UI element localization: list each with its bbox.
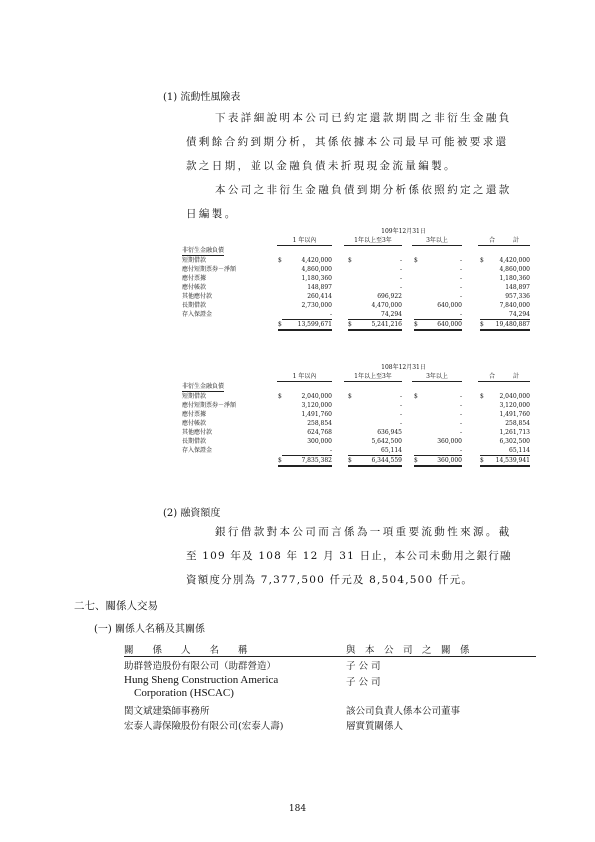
maturity-table-2019: [182, 364, 530, 480]
relationship: 該公司負責人係本公司董事: [346, 706, 461, 717]
table-cell: 65,114: [348, 447, 402, 456]
table-cell: 1,491,760: [499, 411, 530, 418]
row-label: 應付票據: [182, 411, 207, 418]
header-related-party-name: 關 係 人 名 稱: [124, 645, 248, 656]
total-cell: 19,480,887: [480, 321, 530, 331]
row-label: 應付帳款: [182, 420, 207, 427]
table-cell: -: [459, 293, 462, 300]
related-party-name: 助群營造股份有限公司（助群營造）: [124, 661, 277, 672]
paragraph-line: 資額度分別為 7,377,500 仟元及 8,504,500 仟元。: [186, 574, 474, 586]
paragraph-line: 款之日期，並以金融負債未折現現金流量編製。: [186, 160, 457, 172]
related-party-name-cont: Corporation (HSCAC): [134, 687, 234, 699]
row-label: 應付短期票券－淨額: [182, 266, 237, 273]
section-title-credit-facility: (2) 融資額度: [163, 508, 221, 519]
table-cell: 4,420,000: [301, 257, 332, 264]
currency-symbol: $: [414, 393, 418, 400]
currency-symbol: $: [348, 257, 352, 264]
table-cell: 624,768: [307, 429, 332, 436]
row-label: 應付短期票券－淨額: [182, 402, 237, 409]
table-cell: 65,114: [480, 447, 530, 456]
table-cell: 2,040,000: [499, 393, 530, 400]
table-cell: 74,294: [480, 311, 530, 320]
table-cell: 74,294: [348, 311, 402, 320]
table-cell: 696,922: [377, 293, 402, 300]
table-cell: 1,180,360: [499, 275, 530, 282]
table-cell: 957,336: [505, 293, 530, 300]
table-cell: -: [459, 284, 462, 291]
table-cell: -: [459, 266, 462, 273]
related-party-name: 宏泰人壽保險股份有限公司(宏泰人壽): [124, 721, 284, 732]
table-cell: 1,491,760: [301, 411, 332, 418]
table-cell: 258,854: [307, 420, 332, 427]
row-label: 其他應付款: [182, 429, 213, 436]
table-cell: -: [399, 411, 402, 418]
relationship: 子 公 司: [346, 677, 381, 688]
header-relationship: 與 本 公 司 之 關 係: [346, 645, 470, 656]
table-cell: -: [459, 275, 462, 282]
paragraph-line: 銀行借款對本公司而言係為一項重要流動性來源。截: [215, 526, 512, 538]
table-cell: -: [459, 420, 462, 427]
section-label: 非衍生金融負債: [182, 247, 225, 254]
column-header: 1年以上至3年: [344, 237, 402, 246]
column-header: 1年以上至3年: [344, 373, 402, 382]
table-cell: 360,000: [437, 438, 462, 445]
total-cell: 14,539,941: [480, 457, 530, 467]
section-label: 非衍生金融負債: [182, 383, 225, 390]
currency-symbol: $: [278, 393, 282, 400]
table-cell: -: [459, 402, 462, 409]
table-cell: 148,897: [505, 284, 530, 291]
table-cell: -: [282, 311, 332, 320]
table-cell: 2,040,000: [301, 393, 332, 400]
table-cell: -: [459, 429, 462, 436]
column-header: 1 年以內: [277, 373, 332, 382]
column-header: 合 計: [478, 237, 530, 246]
paragraph-line: 至 109 年及 108 年 12 月 31 日止，本公司未動用之銀行融: [186, 550, 512, 562]
row-label: 應付帳款: [182, 284, 207, 291]
row-label: 其他應付款: [182, 293, 213, 300]
row-label: 短期借款: [182, 393, 207, 400]
table-cell: 3,120,000: [301, 402, 332, 409]
table-header-row: [124, 642, 536, 657]
row-label: 短期借款: [182, 257, 207, 264]
table-cell: 3,120,000: [499, 402, 530, 409]
row-label: 存入保證金: [182, 311, 213, 318]
currency-symbol: $: [414, 321, 418, 328]
related-party-name: 閎文斌建築師事務所: [124, 706, 210, 717]
table-cell: 1,261,713: [499, 429, 530, 436]
subsection-title: (一) 關係人名稱及其關係: [94, 624, 205, 635]
table-caption: 109年12月31日: [381, 228, 426, 235]
table-cell: 636,945: [377, 429, 402, 436]
related-party-name: Hung Sheng Construction America: [124, 674, 279, 686]
relationship: 層實質關係人: [346, 721, 404, 732]
table-cell: -: [282, 447, 332, 456]
total-cell: 360,000: [414, 457, 462, 467]
table-cell: -: [399, 266, 402, 273]
paragraph-line: 下表詳細說明本公司已約定還款期間之非衍生金融負: [215, 112, 512, 124]
currency-symbol: $: [278, 321, 282, 328]
table-cell: 260,414: [307, 293, 332, 300]
currency-symbol: $: [480, 393, 484, 400]
total-cell: 640,000: [414, 321, 462, 331]
currency-symbol: $: [480, 257, 484, 264]
paragraph-line: 債剩餘合約到期分析，其係依據本公司最早可能被要求還: [186, 136, 509, 148]
table-cell: -: [399, 393, 402, 400]
total-cell: 5,241,216: [348, 321, 402, 331]
total-cell: 13,599,671: [278, 321, 332, 331]
currency-symbol: $: [348, 321, 352, 328]
table-cell: 2,730,000: [301, 302, 332, 309]
currency-symbol: $: [414, 457, 418, 464]
currency-symbol: $: [278, 457, 282, 464]
column-header: 1 年以內: [277, 237, 332, 246]
table-cell: -: [459, 257, 462, 264]
table-cell: -: [399, 420, 402, 427]
table-cell: 4,860,000: [301, 266, 332, 273]
table-cell: -: [459, 393, 462, 400]
currency-symbol: $: [278, 257, 282, 264]
page-number: 184: [288, 804, 307, 814]
table-cell: -: [459, 411, 462, 418]
table-cell: -: [399, 402, 402, 409]
table-cell: 640,000: [437, 302, 462, 309]
column-header: 3年以上: [412, 237, 462, 246]
paragraph-line: 本公司之非衍生金融負債到期分析係依照約定之還款: [215, 184, 512, 196]
table-cell: 6,302,500: [499, 438, 530, 445]
table-cell: -: [399, 284, 402, 291]
currency-symbol: $: [480, 457, 484, 464]
total-cell: 6,344,559: [348, 457, 402, 467]
section-title-liquidity-risk: (1) 流動性風險表: [163, 92, 241, 103]
table-cell: 1,180,360: [301, 275, 332, 282]
row-label: 長期借款: [182, 302, 207, 309]
row-label: 長期借款: [182, 438, 207, 445]
table-cell: 148,897: [307, 284, 332, 291]
currency-symbol: $: [348, 457, 352, 464]
column-header: 合 計: [478, 373, 530, 382]
row-label: 應付票據: [182, 275, 207, 282]
table-cell: -: [399, 257, 402, 264]
table-cell: 7,840,000: [499, 302, 530, 309]
table-cell: 258,854: [505, 420, 530, 427]
total-cell: 7,835,382: [278, 457, 332, 467]
currency-symbol: $: [480, 321, 484, 328]
table-cell: 4,470,000: [371, 302, 402, 309]
table-cell: 4,420,000: [499, 257, 530, 264]
table-cell: -: [414, 311, 462, 320]
table-cell: 4,860,000: [499, 266, 530, 273]
paragraph-line: 日編製。: [186, 208, 238, 220]
maturity-table-2020: [182, 228, 530, 344]
table-caption: 108年12月31日: [381, 364, 426, 371]
table-cell: 300,000: [307, 438, 332, 445]
table-cell: -: [414, 447, 462, 456]
section-title-related-party: 二七、關係人交易: [74, 600, 158, 612]
currency-symbol: $: [414, 257, 418, 264]
row-label: 存入保證金: [182, 447, 213, 454]
table-cell: -: [399, 275, 402, 282]
table-cell: 5,642,500: [371, 438, 402, 445]
currency-symbol: $: [348, 393, 352, 400]
column-header: 3年以上: [412, 373, 462, 382]
relationship: 子 公 司: [346, 661, 381, 672]
related-party-table: [124, 642, 536, 754]
